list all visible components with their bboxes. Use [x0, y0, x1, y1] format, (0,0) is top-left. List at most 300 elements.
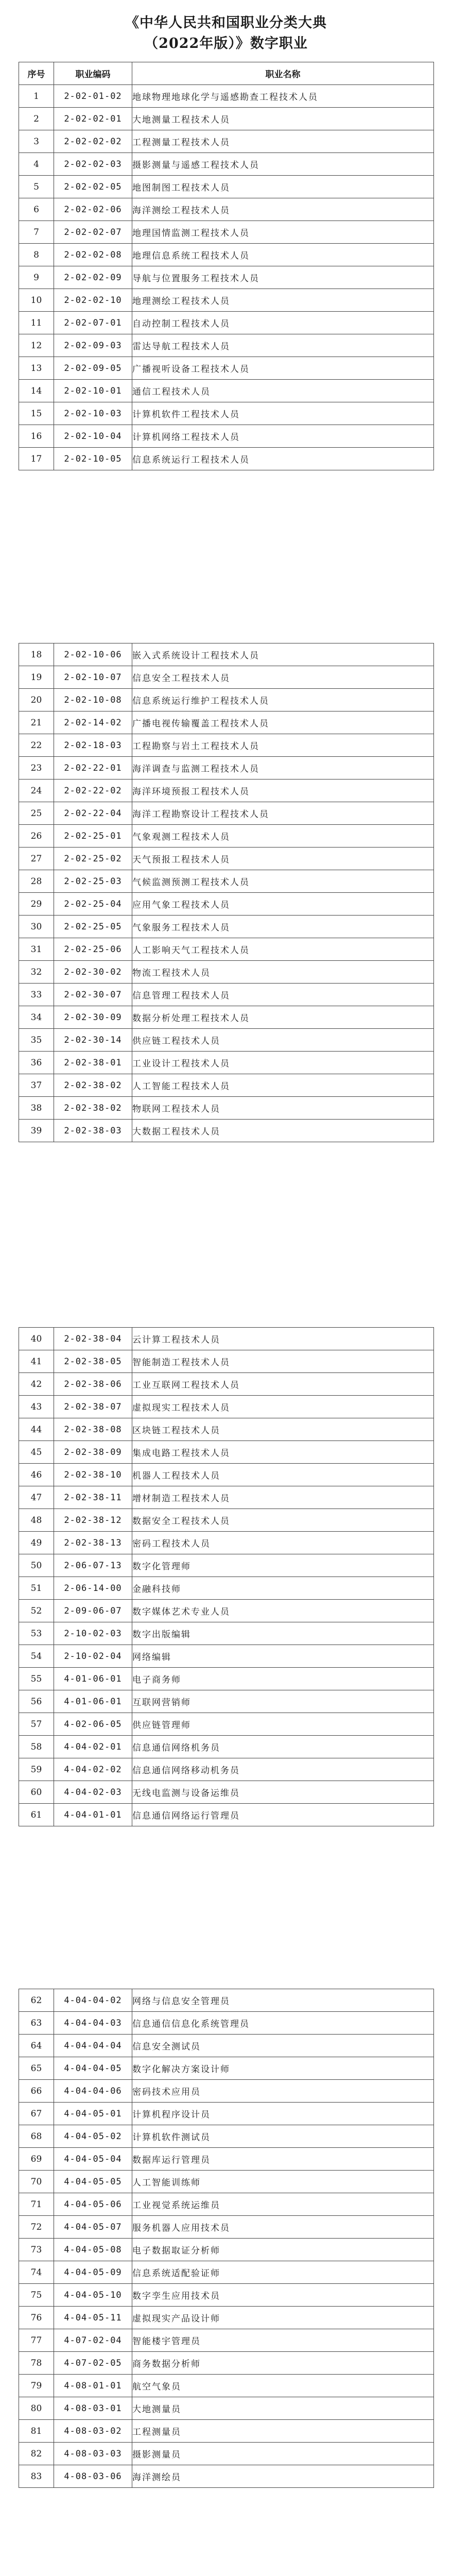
- row-code: 4-04-05-11: [54, 2307, 132, 2329]
- table-row: [19, 1713, 434, 1736]
- table-row: [19, 643, 434, 666]
- row-code: 2-09-06-07: [54, 1600, 132, 1622]
- row-seq: 55: [19, 1668, 54, 1690]
- table-row: [19, 312, 434, 334]
- row-name: 区块链工程技术人员: [132, 1418, 434, 1441]
- row-code: 2-02-38-04: [54, 1328, 132, 1350]
- row-seq: 66: [19, 2080, 54, 2103]
- row-code: 2-02-18-03: [54, 734, 132, 757]
- row-name: 信息通信网络运行管理员: [132, 1804, 434, 1826]
- table-row: [19, 2125, 434, 2148]
- row-code: 4-04-05-04: [54, 2148, 132, 2171]
- row-name: 计算机程序设计员: [132, 2103, 434, 2125]
- table-row: [19, 2352, 434, 2375]
- row-name: 人工影响天气工程技术人员: [132, 938, 434, 961]
- row-name: 信息安全测试员: [132, 2035, 434, 2057]
- row-name: 网络与信息安全管理员: [132, 1989, 434, 2012]
- document-title-line-2: （2022年版）》数字职业: [144, 36, 308, 52]
- row-name: 电子数据取证分析师: [132, 2239, 434, 2261]
- table-row: [19, 1074, 434, 1097]
- row-name: 地理国情监测工程技术人员: [132, 221, 434, 244]
- row-name: 海洋测绘员: [132, 2465, 434, 2488]
- row-code: 2-02-38-09: [54, 1441, 132, 1464]
- row-name: 摄影测量与遥感工程技术人员: [132, 153, 434, 176]
- row-name: 工业视觉系统运维员: [132, 2193, 434, 2216]
- table-row: [19, 1464, 434, 1486]
- row-seq: 6: [19, 198, 54, 221]
- row-code: 4-08-01-01: [54, 2375, 132, 2397]
- row-name: 智能楼宇管理员: [132, 2329, 434, 2352]
- row-seq: 63: [19, 2012, 54, 2035]
- row-name: 信息管理工程技术人员: [132, 984, 434, 1006]
- row-code: 2-10-02-04: [54, 1645, 132, 1668]
- table-row: [19, 2148, 434, 2171]
- row-name: 供应链管理师: [132, 1713, 434, 1736]
- table-row: [19, 1532, 434, 1554]
- row-code: 2-02-14-02: [54, 711, 132, 734]
- row-seq: 46: [19, 1464, 54, 1486]
- row-seq: 15: [19, 402, 54, 425]
- table-row: [19, 198, 434, 221]
- row-code: 2-02-02-05: [54, 176, 132, 198]
- table-row: [19, 2420, 434, 2443]
- row-seq: 61: [19, 1804, 54, 1826]
- table-row: [19, 1736, 434, 1758]
- table-row: [19, 221, 434, 244]
- row-seq: 57: [19, 1713, 54, 1736]
- row-name: 信息通信网络机务员: [132, 1736, 434, 1758]
- row-seq: 51: [19, 1577, 54, 1600]
- row-name: 海洋环境预报工程技术人员: [132, 779, 434, 802]
- table-row: [19, 1577, 434, 1600]
- row-code: 2-02-10-06: [54, 643, 132, 666]
- row-seq: 23: [19, 757, 54, 779]
- row-seq: 37: [19, 1074, 54, 1097]
- row-code: 2-06-14-00: [54, 1577, 132, 1600]
- row-code: 2-02-02-09: [54, 266, 132, 289]
- row-seq: 29: [19, 893, 54, 916]
- row-code: 2-02-38-07: [54, 1396, 132, 1418]
- row-code: 2-02-38-10: [54, 1464, 132, 1486]
- row-code: 2-02-38-13: [54, 1532, 132, 1554]
- row-name: 密码工程技术人员: [132, 1532, 434, 1554]
- row-name: 虚拟现实产品设计师: [132, 2307, 434, 2329]
- table-row: [19, 1120, 434, 1142]
- row-code: 4-08-03-06: [54, 2465, 132, 2488]
- row-name: 计算机网络工程技术人员: [132, 425, 434, 448]
- row-code: 2-02-30-14: [54, 1029, 132, 1052]
- row-seq: 70: [19, 2171, 54, 2193]
- row-seq: 28: [19, 870, 54, 893]
- table-row: [19, 1006, 434, 1029]
- row-code: 4-08-03-02: [54, 2420, 132, 2443]
- row-seq: 20: [19, 689, 54, 711]
- table-row: [19, 2080, 434, 2103]
- row-seq: 64: [19, 2035, 54, 2057]
- table-row: [19, 1328, 434, 1350]
- row-code: 4-04-05-10: [54, 2284, 132, 2307]
- table-row: [19, 916, 434, 938]
- row-name: 工程勘察与岩土工程技术人员: [132, 734, 434, 757]
- row-code: 2-02-38-01: [54, 1052, 132, 1074]
- row-name: 金融科技师: [132, 1577, 434, 1600]
- table-row: [19, 2103, 434, 2125]
- row-seq: 24: [19, 779, 54, 802]
- table-row: [19, 130, 434, 153]
- row-seq: 25: [19, 802, 54, 825]
- row-name: 气象服务工程技术人员: [132, 916, 434, 938]
- row-code: 4-04-04-03: [54, 2012, 132, 2035]
- row-code: 2-02-25-01: [54, 825, 132, 848]
- table-row: [19, 961, 434, 984]
- occupation-table-segment: [19, 1989, 434, 2488]
- table-row: [19, 2035, 434, 2057]
- row-name: 地图制图工程技术人员: [132, 176, 434, 198]
- row-seq: 77: [19, 2329, 54, 2352]
- table-row: [19, 2329, 434, 2352]
- row-seq: 14: [19, 380, 54, 402]
- row-seq: 21: [19, 711, 54, 734]
- row-name: 信息通信网络移动机务员: [132, 1758, 434, 1781]
- row-name: 人工智能训练师: [132, 2171, 434, 2193]
- table-row: [19, 108, 434, 130]
- table-row: [19, 402, 434, 425]
- row-seq: 32: [19, 961, 54, 984]
- row-name: 大地测量工程技术人员: [132, 108, 434, 130]
- row-code: 2-02-01-02: [54, 85, 132, 108]
- table-row: [19, 1668, 434, 1690]
- table-row: [19, 734, 434, 757]
- row-seq: 36: [19, 1052, 54, 1074]
- row-code: 2-02-02-10: [54, 289, 132, 312]
- row-seq: 67: [19, 2103, 54, 2125]
- row-seq: 39: [19, 1120, 54, 1142]
- table-row: [19, 802, 434, 825]
- table-row: [19, 1373, 434, 1396]
- row-name: 工程测量员: [132, 2420, 434, 2443]
- table-row: [19, 153, 434, 176]
- row-code: 2-02-30-07: [54, 984, 132, 1006]
- row-seq: 10: [19, 289, 54, 312]
- table-row: [19, 2397, 434, 2420]
- row-seq: 13: [19, 357, 54, 380]
- row-seq: 52: [19, 1600, 54, 1622]
- row-name: 供应链工程技术人员: [132, 1029, 434, 1052]
- row-seq: 72: [19, 2216, 54, 2239]
- row-seq: 65: [19, 2057, 54, 2080]
- row-name: 航空气象员: [132, 2375, 434, 2397]
- row-code: 2-02-10-07: [54, 666, 132, 689]
- row-code: 4-04-05-07: [54, 2216, 132, 2239]
- row-code: 2-02-30-09: [54, 1006, 132, 1029]
- row-seq: 80: [19, 2397, 54, 2420]
- row-seq: 3: [19, 130, 54, 153]
- row-seq: 41: [19, 1350, 54, 1373]
- row-name: 海洋调查与监测工程技术人员: [132, 757, 434, 779]
- row-seq: 16: [19, 425, 54, 448]
- row-seq: 79: [19, 2375, 54, 2397]
- row-seq: 18: [19, 643, 54, 666]
- row-name: 无线电监测与设备运维员: [132, 1781, 434, 1804]
- table-row: [19, 380, 434, 402]
- row-seq: 44: [19, 1418, 54, 1441]
- table-row: [19, 984, 434, 1006]
- table-row: [19, 779, 434, 802]
- row-code: 4-08-03-03: [54, 2443, 132, 2465]
- row-seq: 73: [19, 2239, 54, 2261]
- row-code: 2-02-10-08: [54, 689, 132, 711]
- table-row: [19, 870, 434, 893]
- row-name: 气候监测预测工程技术人员: [132, 870, 434, 893]
- row-seq: 82: [19, 2443, 54, 2465]
- table-row: [19, 1989, 434, 2012]
- row-code: 2-10-02-03: [54, 1622, 132, 1645]
- table-row: [19, 1758, 434, 1781]
- row-seq: 1: [19, 85, 54, 108]
- table-row: [19, 1350, 434, 1373]
- row-name: 嵌入式系统设计工程技术人员: [132, 643, 434, 666]
- row-code: 2-02-25-03: [54, 870, 132, 893]
- table-row: [19, 1690, 434, 1713]
- row-name: 数字化管理师: [132, 1554, 434, 1577]
- table-row: [19, 448, 434, 470]
- row-code: 2-02-02-01: [54, 108, 132, 130]
- row-code: 4-01-06-01: [54, 1690, 132, 1713]
- row-code: 2-02-02-02: [54, 130, 132, 153]
- row-name: 信息系统运行维护工程技术人员: [132, 689, 434, 711]
- table-row: [19, 1097, 434, 1120]
- table-row: [19, 357, 434, 380]
- row-seq: 75: [19, 2284, 54, 2307]
- row-seq: 53: [19, 1622, 54, 1645]
- row-code: 4-04-05-01: [54, 2103, 132, 2125]
- row-code: 2-02-38-06: [54, 1373, 132, 1396]
- row-seq: 59: [19, 1758, 54, 1781]
- row-name: 导航与位置服务工程技术人员: [132, 266, 434, 289]
- table-row: [19, 2465, 434, 2488]
- row-name: 广播电视传输覆盖工程技术人员: [132, 711, 434, 734]
- row-code: 4-04-04-02: [54, 1989, 132, 2012]
- row-name: 工程测量工程技术人员: [132, 130, 434, 153]
- row-name: 数据分析处理工程技术人员: [132, 1006, 434, 1029]
- table-row: [19, 266, 434, 289]
- row-seq: 74: [19, 2261, 54, 2284]
- row-seq: 56: [19, 1690, 54, 1713]
- table-row: [19, 2216, 434, 2239]
- row-code: 2-02-38-11: [54, 1486, 132, 1509]
- row-code: 2-02-10-04: [54, 425, 132, 448]
- row-name: 数据库运行管理员: [132, 2148, 434, 2171]
- table-row: [19, 176, 434, 198]
- row-name: 人工智能工程技术人员: [132, 1074, 434, 1097]
- row-name: 网络编辑: [132, 1645, 434, 1668]
- row-name: 大地测量员: [132, 2397, 434, 2420]
- row-code: 4-04-04-06: [54, 2080, 132, 2103]
- row-seq: 33: [19, 984, 54, 1006]
- row-code: 2-02-10-01: [54, 380, 132, 402]
- row-name: 自动控制工程技术人员: [132, 312, 434, 334]
- row-code: 2-06-07-13: [54, 1554, 132, 1577]
- row-code: 4-04-01-01: [54, 1804, 132, 1826]
- row-name: 海洋测绘工程技术人员: [132, 198, 434, 221]
- table-row: [19, 1622, 434, 1645]
- row-seq: 54: [19, 1645, 54, 1668]
- row-code: 2-02-38-08: [54, 1418, 132, 1441]
- row-code: 2-02-38-03: [54, 1120, 132, 1142]
- row-name: 物联网工程技术人员: [132, 1097, 434, 1120]
- row-code: 2-02-10-03: [54, 402, 132, 425]
- table-row: [19, 1600, 434, 1622]
- row-code: 2-02-02-08: [54, 244, 132, 266]
- row-name: 摄影测量员: [132, 2443, 434, 2465]
- row-name: 广播视听设备工程技术人员: [132, 357, 434, 380]
- row-seq: 83: [19, 2465, 54, 2488]
- row-name: 机器人工程技术人员: [132, 1464, 434, 1486]
- table-row: [19, 1396, 434, 1418]
- table-row: [19, 848, 434, 870]
- occupation-table-segment: [19, 1327, 434, 1826]
- row-name: 工业设计工程技术人员: [132, 1052, 434, 1074]
- row-code: 4-01-06-01: [54, 1668, 132, 1690]
- row-seq: 48: [19, 1509, 54, 1532]
- row-seq: 42: [19, 1373, 54, 1396]
- row-code: 2-02-10-05: [54, 448, 132, 470]
- row-name: 服务机器人应用技术员: [132, 2216, 434, 2239]
- table-row: [19, 1509, 434, 1532]
- table-row: [19, 1645, 434, 1668]
- table-row: [19, 2261, 434, 2284]
- row-seq: 12: [19, 334, 54, 357]
- row-code: 2-02-25-05: [54, 916, 132, 938]
- header-code: 职业编码: [54, 62, 132, 85]
- table-row: [19, 825, 434, 848]
- row-code: 2-02-25-02: [54, 848, 132, 870]
- row-seq: 47: [19, 1486, 54, 1509]
- row-seq: 19: [19, 666, 54, 689]
- row-code: 2-02-02-07: [54, 221, 132, 244]
- row-code: 4-04-05-05: [54, 2171, 132, 2193]
- table-row: [19, 666, 434, 689]
- row-code: 2-02-22-04: [54, 802, 132, 825]
- row-name: 电子商务师: [132, 1668, 434, 1690]
- row-name: 工业互联网工程技术人员: [132, 1373, 434, 1396]
- row-name: 数字孪生应用技术员: [132, 2284, 434, 2307]
- row-seq: 49: [19, 1532, 54, 1554]
- row-seq: 58: [19, 1736, 54, 1758]
- row-seq: 2: [19, 108, 54, 130]
- row-seq: 62: [19, 1989, 54, 2012]
- table-row: [19, 334, 434, 357]
- row-seq: 34: [19, 1006, 54, 1029]
- row-name: 集成电路工程技术人员: [132, 1441, 434, 1464]
- row-name: 信息安全工程技术人员: [132, 666, 434, 689]
- row-code: 2-02-38-02: [54, 1074, 132, 1097]
- row-code: 2-02-38-02: [54, 1097, 132, 1120]
- row-name: 计算机软件工程技术人员: [132, 402, 434, 425]
- row-name: 计算机软件测试员: [132, 2125, 434, 2148]
- row-seq: 38: [19, 1097, 54, 1120]
- table-row: [19, 1052, 434, 1074]
- row-seq: 22: [19, 734, 54, 757]
- row-name: 数据安全工程技术人员: [132, 1509, 434, 1532]
- row-code: 2-02-09-05: [54, 357, 132, 380]
- row-seq: 7: [19, 221, 54, 244]
- row-name: 数字化解决方案设计师: [132, 2057, 434, 2080]
- table-row: [19, 2012, 434, 2035]
- row-name: 数字媒体艺术专业人员: [132, 1600, 434, 1622]
- row-code: 2-02-25-06: [54, 938, 132, 961]
- row-code: 2-02-22-01: [54, 757, 132, 779]
- row-code: 4-04-04-05: [54, 2057, 132, 2080]
- table-row: [19, 425, 434, 448]
- table-row: [19, 1486, 434, 1509]
- row-code: 2-02-38-12: [54, 1509, 132, 1532]
- row-code: 2-02-07-01: [54, 312, 132, 334]
- table-row: [19, 893, 434, 916]
- table-row: [19, 289, 434, 312]
- document-title-line-1: 《中华人民共和国职业分类大典: [125, 15, 327, 31]
- row-code: 4-07-02-04: [54, 2329, 132, 2352]
- row-code: 4-02-06-05: [54, 1713, 132, 1736]
- row-seq: 26: [19, 825, 54, 848]
- occupation-table-segment: [19, 62, 434, 470]
- row-seq: 71: [19, 2193, 54, 2216]
- row-seq: 81: [19, 2420, 54, 2443]
- row-seq: 8: [19, 244, 54, 266]
- table-row: [19, 2307, 434, 2329]
- row-code: 2-02-38-05: [54, 1350, 132, 1373]
- table-row: [19, 711, 434, 734]
- row-name: 气象观测工程技术人员: [132, 825, 434, 848]
- table-row: [19, 85, 434, 108]
- row-name: 云计算工程技术人员: [132, 1328, 434, 1350]
- row-code: 2-02-25-04: [54, 893, 132, 916]
- row-code: 4-04-05-08: [54, 2239, 132, 2261]
- row-code: 4-04-02-01: [54, 1736, 132, 1758]
- row-name: 天气预报工程技术人员: [132, 848, 434, 870]
- row-name: 虚拟现实工程技术人员: [132, 1396, 434, 1418]
- table-row: [19, 938, 434, 961]
- occupation-table-segment: [19, 643, 434, 1142]
- row-code: 4-04-04-04: [54, 2035, 132, 2057]
- row-code: 4-07-02-05: [54, 2352, 132, 2375]
- row-code: 2-02-02-06: [54, 198, 132, 221]
- table-row: [19, 2443, 434, 2465]
- row-code: 4-04-02-02: [54, 1758, 132, 1781]
- row-name: 大数据工程技术人员: [132, 1120, 434, 1142]
- table-row: [19, 244, 434, 266]
- row-seq: 43: [19, 1396, 54, 1418]
- table-header-row: [19, 62, 434, 85]
- row-seq: 76: [19, 2307, 54, 2329]
- row-name: 互联网营销师: [132, 1690, 434, 1713]
- table-row: [19, 2284, 434, 2307]
- row-name: 应用气象工程技术人员: [132, 893, 434, 916]
- row-name: 通信工程技术人员: [132, 380, 434, 402]
- table-row: [19, 2057, 434, 2080]
- row-name: 商务数据分析师: [132, 2352, 434, 2375]
- header-name: 职业名称: [132, 62, 434, 85]
- row-name: 雷达导航工程技术人员: [132, 334, 434, 357]
- row-code: 2-02-22-02: [54, 779, 132, 802]
- row-seq: 9: [19, 266, 54, 289]
- row-code: 4-04-02-03: [54, 1781, 132, 1804]
- row-code: 4-04-05-09: [54, 2261, 132, 2284]
- row-seq: 69: [19, 2148, 54, 2171]
- table-row: [19, 1441, 434, 1464]
- row-seq: 17: [19, 448, 54, 470]
- row-name: 地球物理地球化学与遥感勘查工程技术人员: [132, 85, 434, 108]
